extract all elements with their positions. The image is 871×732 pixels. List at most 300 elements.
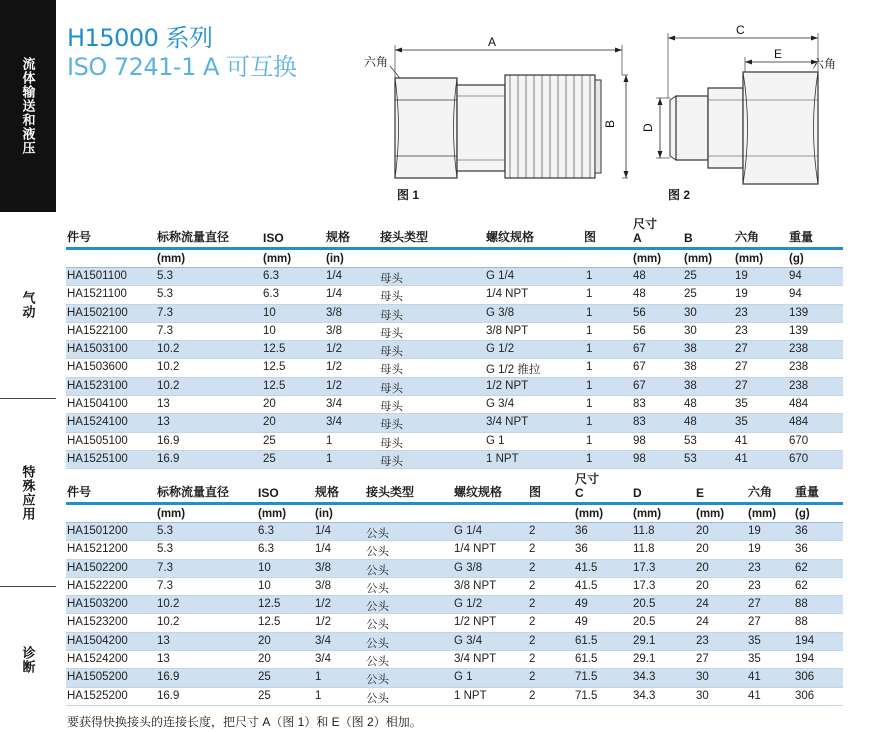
unit-cell: (mm) (633, 253, 662, 265)
table-cell: 13 (157, 634, 170, 647)
table-cell: 38 (684, 379, 697, 392)
col-header: 规格 (326, 230, 351, 244)
unit-cell: (mm) (696, 508, 725, 520)
table-cell: 公头 (366, 619, 389, 632)
table-cell: 母头 (380, 291, 403, 304)
table-row (66, 414, 843, 432)
unit-cell: (mm) (263, 253, 292, 265)
dim-b-label: B (603, 119, 617, 128)
table-cell: 16.9 (157, 689, 180, 702)
table-cell: 41 (735, 434, 748, 447)
table-cell: 2 (529, 671, 536, 684)
table-cell: 56 (633, 324, 646, 337)
table-cell: 公头 (366, 546, 389, 559)
table-cell: G 1/2 推拉 (486, 364, 541, 377)
table-cell: 1 (326, 452, 333, 465)
table-header (66, 219, 843, 247)
table-cell: G 3/8 (486, 306, 515, 319)
table-cell: 25 (684, 270, 697, 282)
table-cell: 1 (586, 452, 593, 465)
table-cell: 母头 (380, 437, 403, 450)
table-cell: 2 (529, 525, 536, 537)
table-cell: 23 (735, 324, 748, 337)
table-row (66, 305, 843, 323)
table-cell: 10.2 (157, 379, 180, 392)
table-cell: 98 (633, 452, 646, 465)
table-row (66, 578, 843, 596)
table-cell: 公头 (366, 656, 389, 669)
side-tab-label: 流体输送和液压 (20, 57, 36, 155)
table-row (66, 688, 843, 706)
table-cell: 53 (684, 434, 697, 447)
table-cell: 2 (529, 598, 536, 611)
unit-cell: (in) (326, 253, 344, 265)
table-cell: 20 (263, 398, 276, 411)
table-cell: 2 (529, 616, 536, 629)
col-header: 规格 (315, 485, 340, 499)
col-header-size (633, 218, 657, 245)
unit-cell: (mm) (157, 508, 186, 520)
table-cell: 48 (633, 288, 646, 301)
hex-label-2: 六角 (812, 57, 837, 71)
table-cell: 61.5 (575, 653, 598, 666)
table-row (66, 633, 843, 651)
table-cell: 公头 (366, 637, 389, 650)
table-cell: 2 (529, 634, 536, 647)
table-cell: 1 (315, 689, 322, 702)
table-cell: 29.1 (633, 653, 656, 666)
table-cell: 25 (263, 434, 276, 447)
dim-e-label: E (774, 47, 783, 61)
table-cell: 5.3 (157, 525, 173, 537)
table-cell: 238 (789, 343, 809, 356)
table-cell: 19 (735, 270, 748, 282)
table-cell: 公头 (366, 582, 389, 595)
table-row (66, 614, 843, 632)
table-cell: 3/4 (326, 398, 342, 411)
units-row (66, 250, 843, 268)
table-cell: 25 (258, 689, 271, 702)
table-cell: 36 (795, 543, 808, 556)
table-cell: 20.5 (633, 598, 656, 611)
table-cell: 20 (696, 579, 709, 592)
table-row (66, 560, 843, 578)
table-cell: 母头 (380, 419, 403, 432)
table-cell: 6.3 (263, 288, 279, 301)
table-cell: 23 (748, 561, 761, 574)
table-cell: 1/4 (326, 288, 342, 301)
table-cell: 306 (795, 689, 815, 702)
table-cell: G 3/4 (486, 398, 515, 411)
table-cell: 38 (684, 343, 697, 356)
table-cell: G 1 (454, 671, 473, 684)
table-cell: HA1525100 (67, 452, 128, 465)
table-cell: G 1/2 (486, 343, 515, 356)
table-cell: 29.1 (633, 634, 656, 647)
table-cell: 30 (696, 671, 709, 684)
col-header: A (633, 231, 642, 245)
table-cell: 71.5 (575, 671, 598, 684)
table-cell: 公头 (366, 601, 389, 614)
col-header-size (575, 473, 599, 500)
table-cell: 23 (748, 579, 761, 592)
table-cell: 35 (735, 416, 748, 429)
table-cell: 6.3 (258, 525, 274, 537)
table-cell: 1 (586, 379, 593, 392)
table-cell: 3/4 (326, 416, 342, 429)
side-navigation (0, 0, 56, 732)
col-header: 接头类型 (366, 485, 415, 499)
table-cell: 12.5 (258, 616, 281, 629)
table-cell: 88 (795, 616, 808, 629)
table-cell: 41 (748, 689, 761, 702)
unit-cell: (mm) (633, 508, 662, 520)
table-cell: 17.3 (633, 561, 656, 574)
table-cell: 194 (795, 634, 815, 647)
size-label: 尺寸 (575, 472, 600, 486)
table-cell: 36 (575, 543, 588, 556)
unit-cell: (g) (789, 253, 804, 265)
table-cell: G 3/8 (454, 561, 483, 574)
table-cell: 2 (529, 579, 536, 592)
table-cell: 38 (684, 361, 697, 374)
table-cell: 1/4 (315, 525, 331, 537)
table-cell: 35 (735, 398, 748, 411)
table-row (66, 596, 843, 614)
table-cell: 1/4 (315, 543, 331, 556)
table-cell: 71.5 (575, 689, 598, 702)
table-body (66, 268, 843, 469)
table-cell: 3/8 NPT (486, 324, 529, 337)
table-cell: HA1504100 (67, 398, 128, 411)
figure-2-drawing (640, 0, 871, 200)
table-cell: 6.3 (263, 270, 279, 282)
table-cell: 10 (258, 579, 271, 592)
col-header: C (575, 486, 584, 500)
table-cell: 公头 (366, 674, 389, 687)
table-cell: 1/2 (326, 343, 342, 356)
table-cell: 35 (748, 634, 761, 647)
table-cell: 67 (633, 343, 646, 356)
table-row (66, 523, 843, 541)
unit-cell: (in) (315, 508, 333, 520)
table-cell: HA1522200 (67, 579, 128, 592)
col-header: 标称流量直径 (157, 485, 230, 499)
table-cell: 27 (735, 343, 748, 356)
table-cell: HA1502200 (67, 561, 128, 574)
dim-c-label: C (736, 23, 745, 37)
table-cell: 公头 (366, 528, 389, 540)
table-cell: 62 (795, 579, 808, 592)
table-cell: 3/4 NPT (454, 653, 497, 666)
table-cell: 19 (748, 543, 761, 556)
table-cell: 公头 (366, 564, 389, 577)
table-cell: 670 (789, 434, 809, 447)
table-cell: 27 (735, 379, 748, 392)
table-cell: 7.3 (157, 561, 173, 574)
table-row (66, 341, 843, 359)
table-cell: 16.9 (157, 452, 180, 465)
table-cell: 1 (586, 288, 593, 301)
table-cell: 94 (789, 288, 802, 301)
table-cell: HA1523200 (67, 616, 128, 629)
col-header: 重量 (789, 230, 814, 244)
table-cell: 67 (633, 361, 646, 374)
table-cell: 53 (684, 452, 697, 465)
table-row (66, 378, 843, 396)
table-cell: 3/4 (315, 653, 331, 666)
table-cell: 10 (258, 561, 271, 574)
table-cell: 母头 (380, 327, 403, 340)
table-cell: HA1522100 (67, 324, 128, 337)
col-header: 件号 (67, 230, 92, 244)
table-cell: 母头 (380, 364, 403, 377)
table-cell: HA1505100 (67, 434, 128, 447)
table-cell: 194 (795, 653, 815, 666)
table-cell: 13 (157, 398, 170, 411)
table-cell: HA1505200 (67, 671, 128, 684)
table-cell: 25 (263, 452, 276, 465)
footnote: 要获得快换接头的连接长度，把尺寸 A（图 1）和 E（图 2）相加。 (67, 715, 422, 729)
table-cell: HA1503200 (67, 598, 128, 611)
table-cell: 10.2 (157, 598, 180, 611)
table-cell: 238 (789, 379, 809, 392)
table-cell: 1/4 (326, 270, 342, 282)
table-cell: 1 (586, 343, 593, 356)
table-body (66, 523, 843, 706)
page-subtitle: ISO 7241-1 A 可互换 (67, 53, 297, 81)
table-cell: 1 (586, 416, 593, 429)
unit-cell: (mm) (157, 253, 186, 265)
col-header: 件号 (67, 485, 92, 499)
table-row (66, 451, 843, 469)
table-cell: 10 (263, 324, 276, 337)
table-cell: 24 (696, 598, 709, 611)
table-cell: 母头 (380, 309, 403, 322)
table-cell: 7.3 (157, 579, 173, 592)
table-cell: 41 (735, 452, 748, 465)
unit-cell: (mm) (258, 508, 287, 520)
table-cell: 20 (696, 525, 709, 537)
figure-1-drawing (360, 0, 640, 200)
table-cell: G 3/4 (454, 634, 483, 647)
table-cell: 1 (586, 270, 593, 282)
table-cell: 35 (748, 653, 761, 666)
unit-cell: (g) (795, 508, 810, 520)
col-header: 图 (529, 485, 542, 499)
table-cell: HA1503600 (67, 361, 128, 374)
table-cell: 36 (575, 525, 588, 537)
table-cell: 11.8 (633, 543, 655, 556)
page-title: H15000 系列 (67, 24, 213, 52)
table-cell: HA1524100 (67, 416, 128, 429)
table-cell: 30 (696, 689, 709, 702)
table-cell: 5.3 (157, 270, 173, 282)
table-cell: 67 (633, 379, 646, 392)
table-cell: HA1501200 (67, 525, 128, 537)
unit-cell: (mm) (748, 508, 777, 520)
table-cell: 6.3 (258, 543, 274, 556)
col-header: 六角 (735, 230, 760, 244)
table-cell: G 1/4 (486, 270, 515, 282)
table-cell: 1/2 NPT (454, 616, 497, 629)
table-cell: 41.5 (575, 561, 598, 574)
table-cell: 1 NPT (454, 689, 487, 702)
col-header: ISO (263, 231, 284, 245)
table-row (66, 286, 843, 304)
table-cell: HA1501100 (67, 270, 127, 282)
table-cell: HA1521200 (67, 543, 128, 556)
table-cell: 27 (735, 361, 748, 374)
table-cell: 5.3 (157, 288, 173, 301)
table-cell: 10.2 (157, 616, 180, 629)
col-header: 重量 (795, 485, 820, 499)
table-cell: 88 (795, 598, 808, 611)
col-header: 螺纹规格 (454, 485, 503, 499)
table-cell: 306 (795, 671, 815, 684)
side-tab-special-applications[interactable] (0, 399, 56, 586)
table-cell: 11.8 (633, 525, 655, 537)
table-cell: 母头 (380, 273, 403, 285)
table-cell: 27 (748, 598, 761, 611)
side-tab-diagnostics[interactable] (0, 587, 56, 732)
table-cell: 27 (748, 616, 761, 629)
table-cell: 16.9 (157, 434, 180, 447)
table-cell: 1 (326, 434, 333, 447)
table-cell: 20 (263, 416, 276, 429)
table-cell: 2 (529, 543, 536, 556)
table-cell: 1 (586, 361, 593, 374)
table-cell: 238 (789, 361, 809, 374)
table-row (66, 396, 843, 414)
table-cell: 25 (684, 288, 697, 301)
table-cell: 83 (633, 398, 646, 411)
col-header: 标称流量直径 (157, 230, 230, 244)
table-cell: 3/8 NPT (454, 579, 497, 592)
table-cell: 48 (633, 270, 646, 282)
table-cell: 98 (633, 434, 646, 447)
hex-label: 六角 (364, 55, 389, 69)
col-header: ISO (258, 486, 279, 500)
side-tab-label: 特殊应用 (20, 464, 36, 521)
table-cell: 7.3 (157, 306, 173, 319)
table-cell: 30 (684, 306, 697, 319)
table-cell: 20 (258, 653, 271, 666)
table-cell: 62 (795, 561, 808, 574)
side-tab-fluid-hydraulics[interactable] (0, 0, 56, 212)
table-cell: 13 (157, 416, 170, 429)
table-cell: 12.5 (263, 343, 286, 356)
table-cell: 12.5 (258, 598, 281, 611)
side-tab-label: 诊断 (20, 645, 36, 674)
table-cell: 13 (157, 653, 170, 666)
table-cell: 2 (529, 689, 536, 702)
table-cell: HA1504200 (67, 634, 128, 647)
table-row (66, 541, 843, 559)
table-header (66, 474, 843, 502)
table-cell: 83 (633, 416, 646, 429)
figure-2-caption: 图 2 (668, 188, 691, 202)
table-cell: 母头 (380, 401, 403, 414)
table-cell: 5.3 (157, 543, 173, 556)
table-row (66, 433, 843, 451)
table-cell: 1 (586, 434, 593, 447)
units-row (66, 505, 843, 523)
table-cell: 3/8 (315, 561, 331, 574)
table-cell: 61.5 (575, 634, 598, 647)
dim-d-label: D (641, 123, 655, 132)
table-cell: 25 (258, 671, 271, 684)
table-cell: 34.3 (633, 671, 656, 684)
table-cell: 1/2 (315, 598, 331, 611)
table-cell: 94 (789, 270, 802, 282)
unit-cell: (mm) (735, 253, 764, 265)
table-cell: 12.5 (263, 379, 286, 392)
table-cell: 23 (696, 634, 709, 647)
side-tab-pneumatics[interactable] (0, 212, 56, 398)
table-cell: 19 (735, 288, 748, 301)
table-cell: HA1521100 (67, 288, 127, 301)
table-cell: HA1503100 (67, 343, 128, 356)
table-cell: 20 (696, 561, 709, 574)
table-cell: HA1524200 (67, 653, 128, 666)
table-cell: 20 (258, 634, 271, 647)
col-header: B (684, 231, 693, 245)
table-cell: HA1525200 (67, 689, 128, 702)
table-cell: 母头 (380, 346, 403, 359)
table-cell: 3/4 NPT (486, 416, 529, 429)
table-row (66, 268, 843, 286)
col-header: 接头类型 (380, 230, 429, 244)
table-cell: 1 (586, 398, 593, 411)
table-cell: 10 (263, 306, 276, 319)
table-cell: 12.5 (263, 361, 286, 374)
table-cell: 36 (795, 525, 808, 537)
table-cell: 1 (586, 324, 593, 337)
unit-cell: (mm) (575, 508, 604, 520)
table-cell: G 1/4 (454, 525, 483, 537)
figure-1-caption: 图 1 (397, 188, 420, 202)
table-cell: 3/8 (315, 579, 331, 592)
table-cell: 41.5 (575, 579, 598, 592)
table-cell: 10.2 (157, 361, 180, 374)
col-header: D (633, 486, 642, 500)
table-cell: 484 (789, 398, 809, 411)
table-cell: 1/2 (326, 361, 342, 374)
table-row (66, 651, 843, 669)
table-cell: 139 (789, 324, 809, 337)
table-cell: 139 (789, 306, 809, 319)
table-cell: 19 (748, 525, 761, 537)
table-cell: 34.3 (633, 689, 656, 702)
table-cell: 24 (696, 616, 709, 629)
table-cell: 2 (529, 561, 536, 574)
size-label: 尺寸 (633, 217, 658, 231)
table-cell: 母头 (380, 382, 403, 395)
table-cell: 7.3 (157, 324, 173, 337)
table-cell: 484 (789, 416, 809, 429)
table-cell: 3/8 (326, 306, 342, 319)
table-cell: G 1 (486, 434, 505, 447)
table-cell: 2 (529, 653, 536, 666)
table-cell: 1 (315, 671, 322, 684)
col-header: 图 (584, 230, 597, 244)
col-header: E (696, 486, 705, 500)
table-cell: 1 NPT (486, 452, 519, 465)
table-cell: 公头 (366, 692, 389, 705)
table-cell: 1/2 (315, 616, 331, 629)
table-cell: 1 (586, 306, 593, 319)
